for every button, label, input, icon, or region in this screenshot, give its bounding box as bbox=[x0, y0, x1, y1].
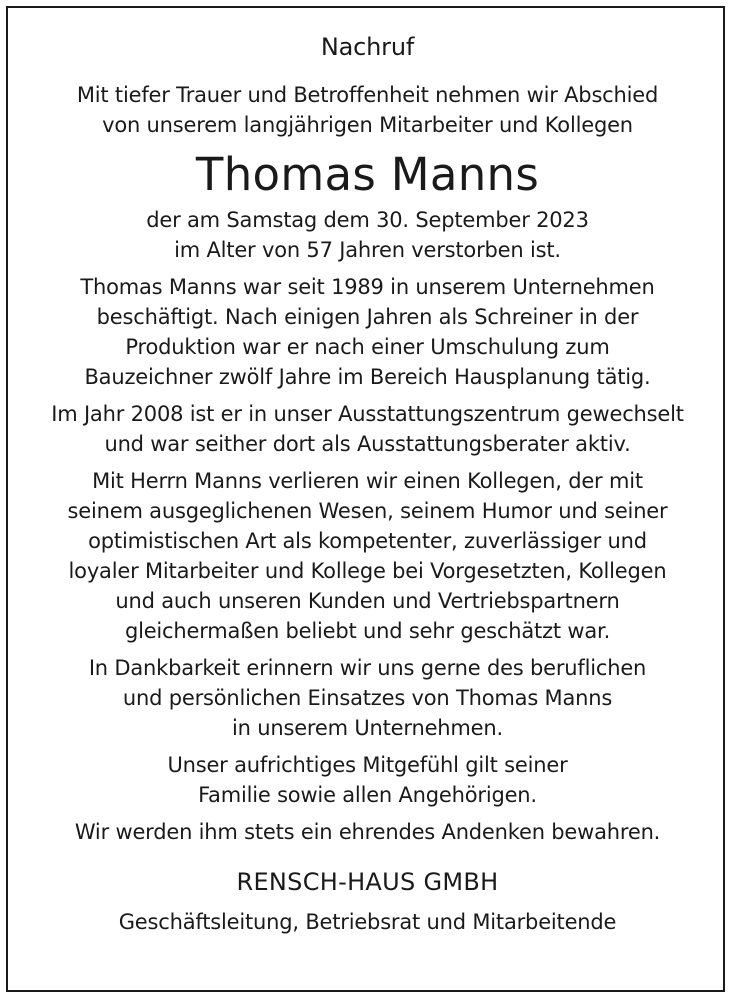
gratitude-line: In Dankbarkeit erinnern wir uns gerne des beruflichen bbox=[88, 656, 647, 680]
role-line: Im Jahr 2008 ist er in unser Ausstattungszentrum gewechselt bbox=[51, 402, 684, 426]
deceased-name: Thomas Manns bbox=[195, 148, 540, 201]
character-line: seinem ausgeglichenen Wesen, seinem Humor und seiner bbox=[67, 499, 668, 523]
character-paragraph bbox=[10, 466, 725, 646]
death-info-line: im Alter von 57 Jahren verstorben ist. bbox=[174, 238, 561, 262]
character-line: und auch unseren Kunden und Vertriebspartnern bbox=[115, 589, 620, 613]
role-paragraph bbox=[10, 399, 725, 459]
remembrance-line: Wir werden ihm stets ein ehrendes Andenken bewahren. bbox=[74, 820, 661, 844]
company-name: RENSCH-HAUS GMBH bbox=[236, 868, 499, 896]
death-info-line: der am Samstag dem 30. September 2023 bbox=[146, 208, 589, 232]
obituary-notice bbox=[10, 30, 725, 937]
notice-heading: Nachruf bbox=[320, 33, 415, 61]
character-line: Mit Herrn Manns verlieren wir einen Kollegen, der mit bbox=[92, 469, 643, 493]
intro-paragraph bbox=[10, 80, 725, 140]
gratitude-paragraph bbox=[10, 653, 725, 743]
sympathy-line: Familie sowie allen Angehörigen. bbox=[198, 783, 537, 807]
sympathy-paragraph bbox=[10, 750, 725, 810]
sympathy-line: Unser aufrichtiges Mitgefühl gilt seiner bbox=[167, 753, 568, 777]
career-line: Bauzeichner zwölf Jahre im Bereich Hausplanung tätig. bbox=[84, 365, 651, 389]
intro-line: Mit tiefer Trauer und Betroffenheit nehmen wir Abschied bbox=[76, 83, 659, 107]
career-line: beschäftigt. Nach einigen Jahren als Schreiner in der bbox=[96, 305, 639, 329]
career-line: Thomas Manns war seit 1989 in unserem Unternehmen bbox=[80, 275, 655, 299]
career-line: Produktion war er nach einer Umschulung zum bbox=[125, 335, 610, 359]
intro-line: von unserem langjährigen Mitarbeiter und Kollegen bbox=[102, 113, 633, 137]
character-line: optimistischen Art als kompetenter, zuverlässiger und bbox=[88, 529, 647, 553]
signatories: Geschäftsleitung, Betriebsrat und Mitarbeitende bbox=[118, 910, 617, 934]
death-info-paragraph bbox=[10, 205, 725, 265]
character-line: gleichermaßen beliebt und sehr geschätzt war. bbox=[124, 619, 611, 643]
character-line: loyaler Mitarbeiter und Kollege bei Vorgesetzten, Kollegen bbox=[68, 559, 667, 583]
career-paragraph bbox=[10, 272, 725, 392]
gratitude-line: in unserem Unternehmen. bbox=[232, 716, 503, 740]
role-line: und war seither dort als Ausstattungsberater aktiv. bbox=[104, 432, 631, 456]
gratitude-line: und persönlichen Einsatzes von Thomas Manns bbox=[122, 686, 613, 710]
